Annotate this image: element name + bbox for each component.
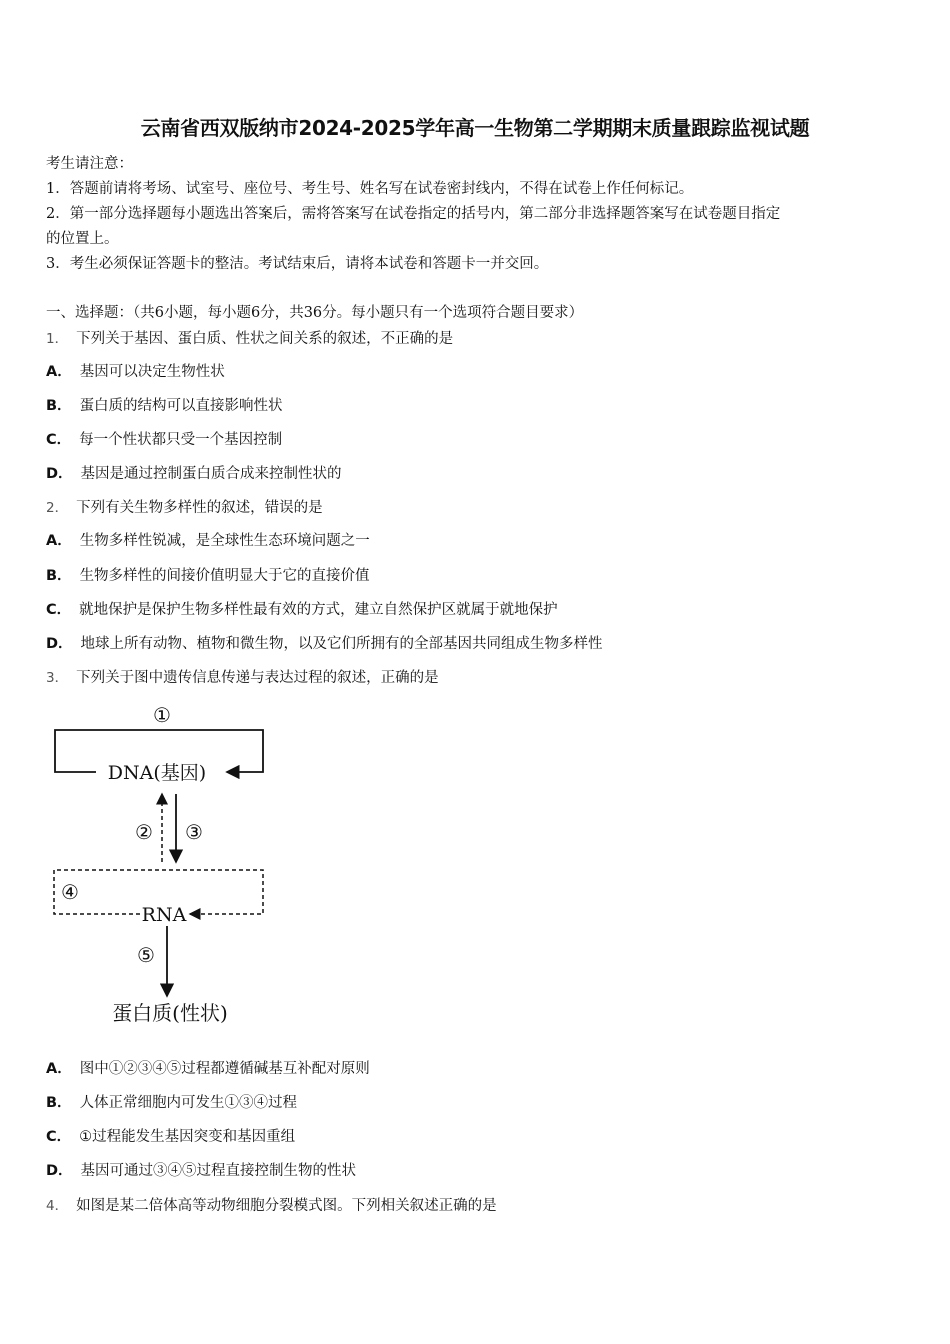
option-text: 图中①②③④⑤过程都遵循碱基互补配对原则 (79, 1061, 370, 1077)
question-number: 3． (46, 670, 69, 686)
question-text: 下列关于基因、蛋白质、性状之间关系的叙述，不正确的是 (76, 331, 454, 347)
option-label: D． (46, 1163, 73, 1179)
step-5-label: ⑤ (137, 943, 155, 967)
question-number: 2． (46, 500, 69, 516)
option-text: 人体正常细胞内可发生①③④过程 (79, 1095, 298, 1111)
option-b (46, 394, 283, 415)
option-label: A． (46, 1061, 72, 1077)
step-4-label: ④ (61, 880, 79, 904)
step-2-label: ② (135, 820, 153, 844)
option-d (46, 462, 342, 483)
dna-label: DNA(基因) (107, 762, 207, 784)
option-text: 生物多样性的间接价值明显大于它的直接价值 (79, 568, 370, 584)
option-a (46, 529, 370, 550)
question-2 (46, 496, 323, 517)
option-d (46, 632, 603, 653)
option-b (46, 564, 370, 585)
notice-item: 3．考生必须保证答题卡的整洁。考试结束后，请将本试卷和答题卡一并交回。 (46, 256, 549, 272)
option-c (46, 598, 558, 619)
option-label: A． (46, 364, 72, 380)
option-text: 基因可以决定生物性状 (79, 364, 225, 380)
question-number: 1． (46, 331, 69, 347)
option-text: 就地保护是保护生物多样性最有效的方式，建立自然保护区就属于就地保护 (79, 602, 558, 618)
option-text: 蛋白质的结构可以直接影响性状 (79, 398, 283, 414)
option-c (46, 1125, 295, 1146)
option-text: 生物多样性锐减，是全球性生态环境问题之一 (79, 533, 370, 549)
question-text: 下列关于图中遗传信息传递与表达过程的叙述，正确的是 (76, 670, 439, 686)
option-label: A． (46, 533, 72, 549)
option-a (46, 1057, 370, 1078)
protein-label: 蛋白质(性状) (112, 1001, 228, 1025)
option-text: ①过程能发生基因突变和基因重组 (79, 1129, 296, 1145)
notice-item: 1．答题前请将考场、试室号、座位号、考生号、姓名写在试卷密封线内，不得在试卷上作任何标记。 (46, 181, 694, 197)
option-b (46, 1091, 297, 1112)
page-title: 云南省西双版纳市2024-2025学年高一生物第二学期期末质量跟踪监视试题 (140, 116, 810, 140)
central-dogma-diagram (40, 696, 280, 1036)
question-4 (46, 1194, 497, 1215)
option-c (46, 428, 282, 449)
option-label: C． (46, 432, 72, 448)
notice-item: 的位置上。 (46, 231, 119, 247)
question-number: 4． (46, 1198, 69, 1214)
option-label: C． (46, 1129, 72, 1145)
question-1 (46, 327, 453, 348)
question-text: 如图是某二倍体高等动物细胞分裂模式图。下列相关叙述正确的是 (76, 1198, 497, 1214)
option-label: B． (46, 398, 72, 414)
notice-item: 2．第一部分选择题每小题选出答案后，需将答案写在试卷指定的括号内，第二部分非选择题答案写在试卷题目指定 (46, 206, 781, 222)
option-d (46, 1159, 356, 1180)
step-1-label: ① (153, 703, 171, 727)
option-text: 地球上所有动物、植物和微生物，以及它们所拥有的全部基因共同组成生物多样性 (80, 636, 603, 652)
rna-label: RNA (141, 904, 187, 926)
section-heading: 一、选择题：（共6小题，每小题6分，共36分。每小题只有一个选项符合题目要求） (46, 305, 584, 321)
option-text: 每一个性状都只受一个基因控制 (79, 432, 283, 448)
option-label: C． (46, 602, 72, 618)
question-3 (46, 666, 439, 687)
option-text: 基因是通过控制蛋白质合成来控制性状的 (80, 466, 342, 482)
option-label: D． (46, 466, 73, 482)
option-a (46, 360, 225, 381)
option-label: B． (46, 1095, 72, 1111)
step-3-label: ③ (185, 820, 203, 844)
notice-header: 考生请注意： (46, 156, 133, 172)
option-label: D． (46, 636, 73, 652)
option-text: 基因可通过③④⑤过程直接控制生物的性状 (80, 1163, 357, 1179)
option-label: B． (46, 568, 72, 584)
question-text: 下列有关生物多样性的叙述，错误的是 (76, 500, 323, 516)
